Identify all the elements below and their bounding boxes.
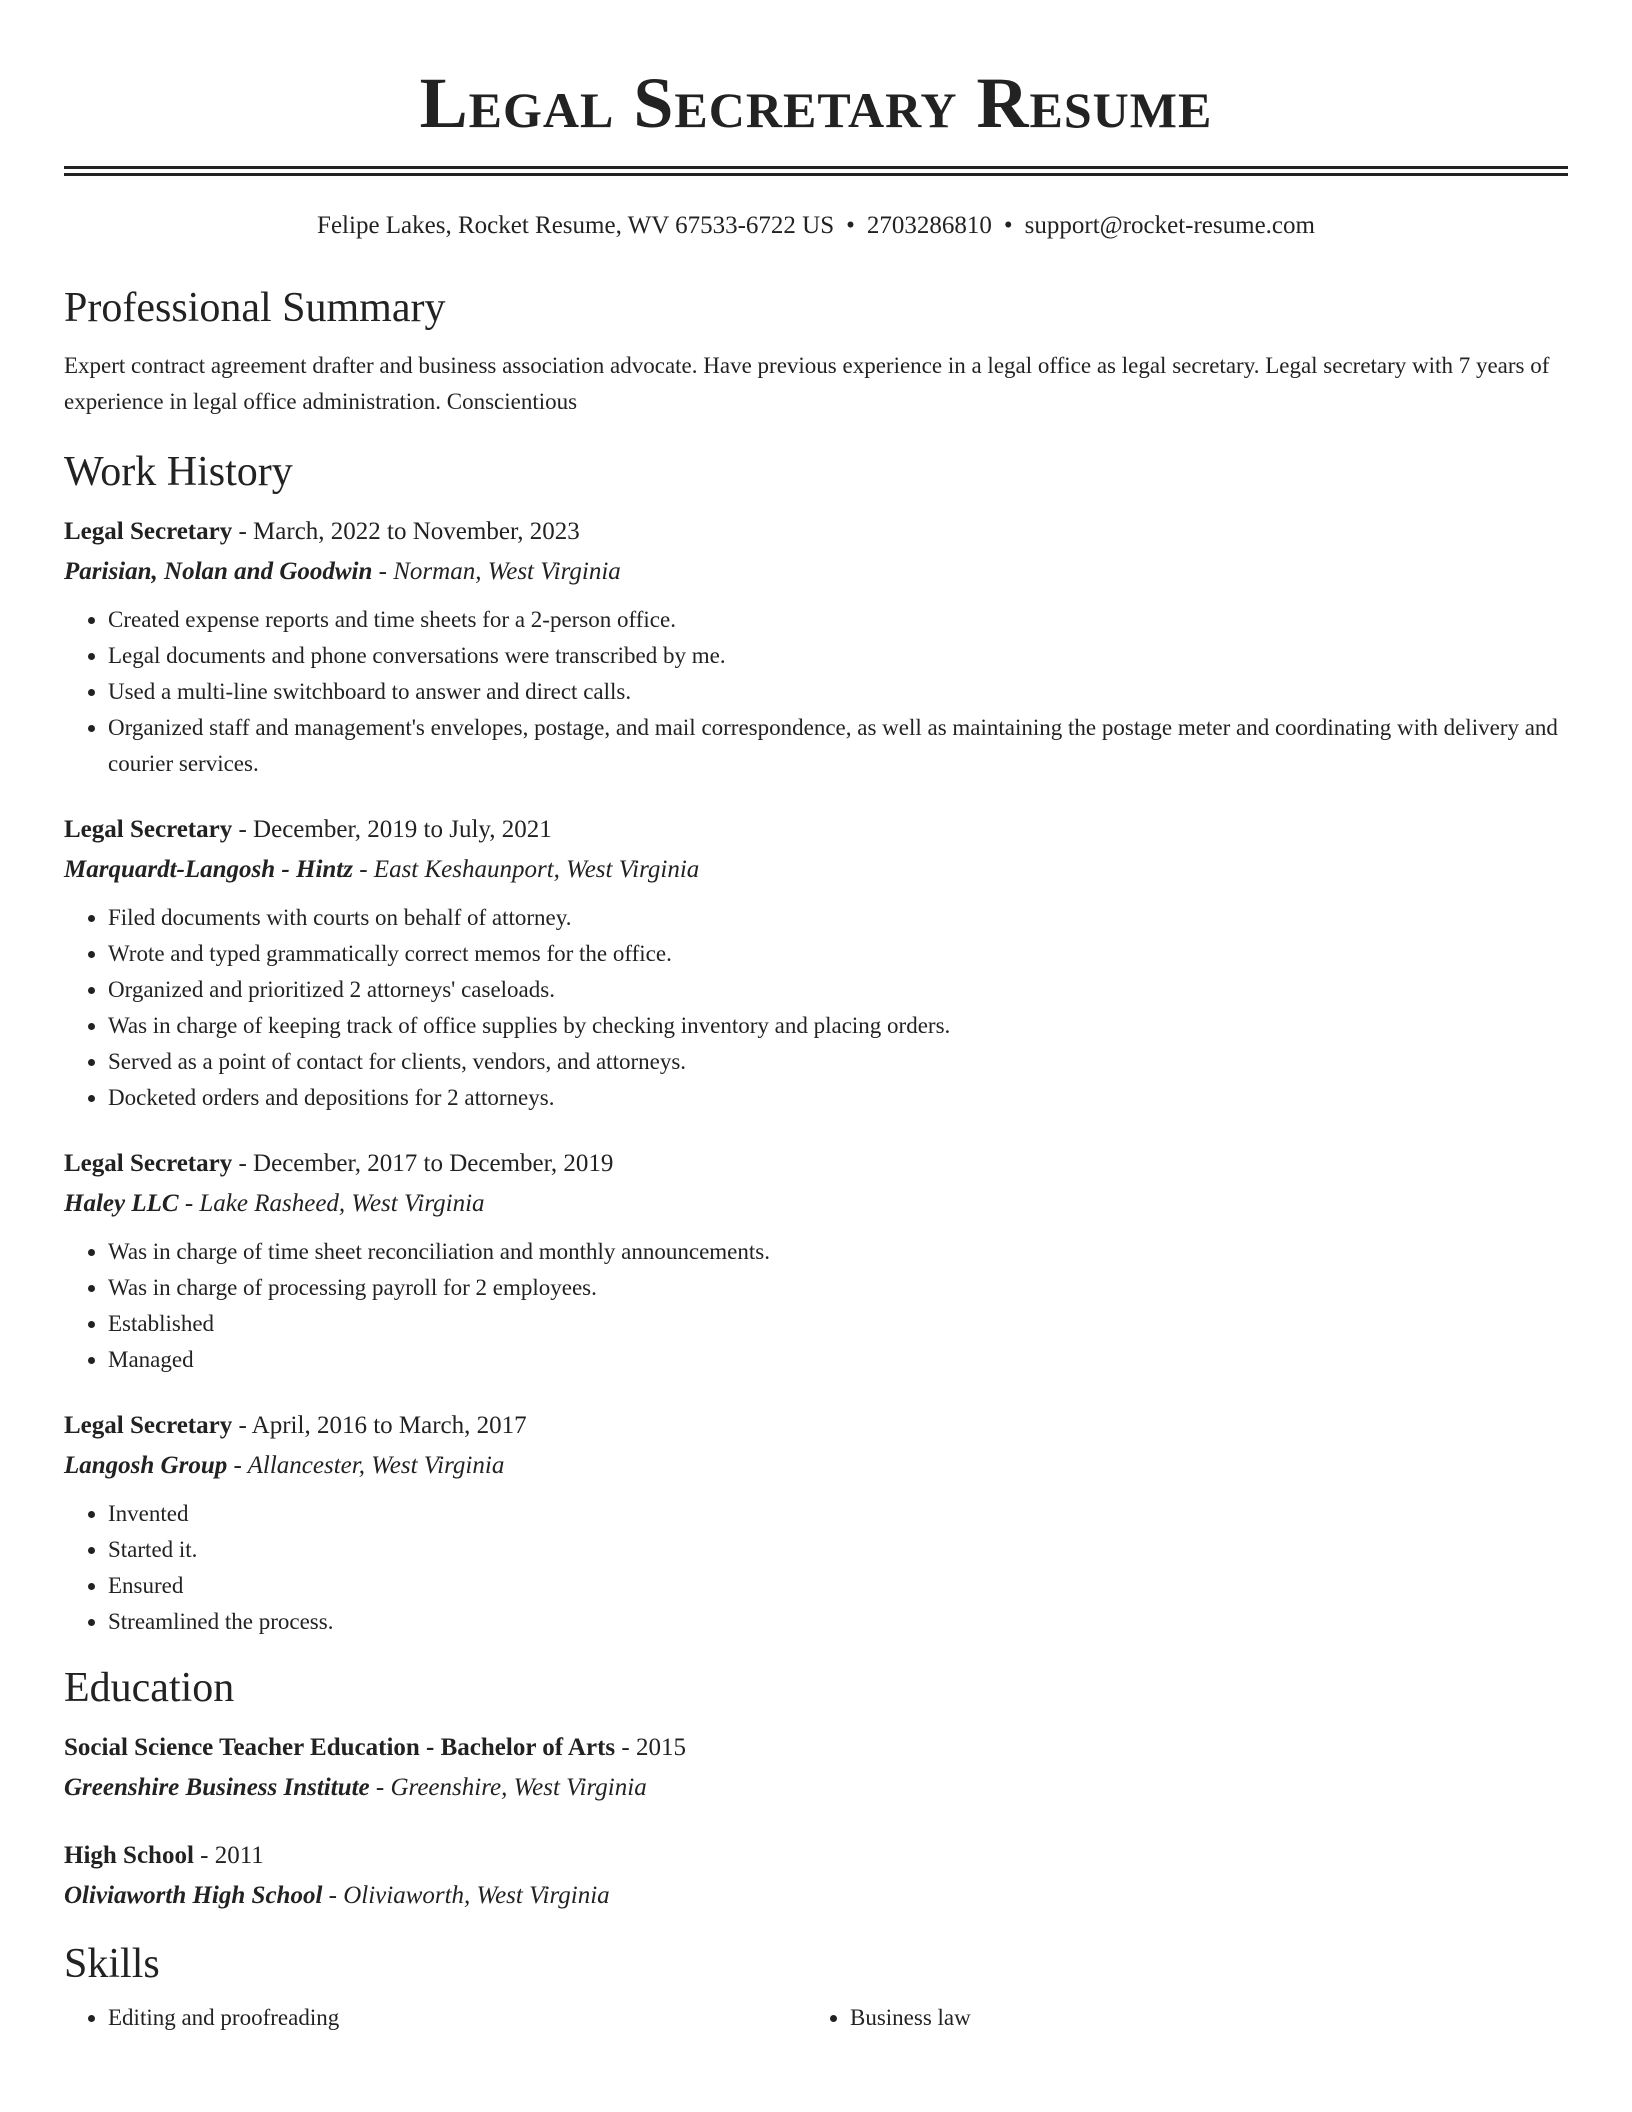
job-location: - Lake Rasheed, West Virginia <box>178 1190 485 1217</box>
job-company: Marquardt-Langosh - Hintz <box>64 856 353 883</box>
education-year: - 2015 <box>615 1734 686 1761</box>
job-dates: - March, 2022 to November, 2023 <box>232 518 580 545</box>
contact-line <box>64 210 1568 242</box>
education-degree: Social Science Teacher Education - Bachelor of Arts <box>64 1734 616 1761</box>
job-bullet: • Invented <box>108 1496 1568 1532</box>
skills-columns <box>64 2000 1568 2036</box>
education-school: Greenshire Business Institute <box>64 1774 370 1801</box>
education-entry <box>64 1836 1568 1916</box>
job-bullet: • Was in charge of keeping track of office supplies by checking inventory and placing orders. <box>108 1008 1568 1044</box>
job-bullet: • Legal documents and phone conversations were transcribed by me. <box>108 638 1568 674</box>
skills-column-left <box>64 2000 806 2036</box>
job-bullet: • Served as a point of contact for clients, vendors, and attorneys. <box>108 1044 1568 1080</box>
job-title: Legal Secretary <box>64 518 233 545</box>
job-title: Legal Secretary <box>64 1412 233 1439</box>
job-dates: - December, 2019 to July, 2021 <box>232 816 552 843</box>
job-company-line <box>64 850 1568 890</box>
education-location: - Oliviaworth, West Virginia <box>322 1882 610 1909</box>
job-title-line <box>64 810 1568 850</box>
job-bullet: • Established <box>108 1306 1568 1342</box>
job-bullet: • Was in charge of processing payroll for 2 employees. <box>108 1270 1568 1306</box>
resume-title: Legal Secretary Resume <box>419 63 1213 143</box>
job-bullet: • Wrote and typed grammatically correct memos for the office. <box>108 936 1568 972</box>
job-bullet: • Started it. <box>108 1532 1568 1568</box>
education-degree-line <box>64 1728 1568 1768</box>
job-entry <box>64 512 1568 782</box>
work-history-heading: Work History <box>64 449 293 495</box>
contact-address: Felipe Lakes, Rocket Resume, WV 67533-6722 US <box>317 212 835 239</box>
education-year: - 2011 <box>193 1842 264 1869</box>
skills-heading: Skills <box>64 1941 160 1987</box>
education-school-line <box>64 1876 1568 1916</box>
job-company-line <box>64 552 1568 592</box>
education-entry <box>64 1728 1568 1808</box>
education-heading: Education <box>64 1665 235 1711</box>
job-bullet: • Organized and prioritized 2 attorneys' caseloads. <box>108 972 1568 1008</box>
job-bullet: • Used a multi-line switchboard to answer and direct calls. <box>108 674 1568 710</box>
job-bullet: • Docketed orders and depositions for 2 attorneys. <box>108 1080 1568 1116</box>
job-company-line <box>64 1184 1568 1224</box>
job-dates: - December, 2017 to December, 2019 <box>232 1150 614 1177</box>
job-entry <box>64 810 1568 1116</box>
education-school: Oliviaworth High School <box>64 1882 323 1909</box>
job-title: Legal Secretary <box>64 1150 233 1177</box>
contact-separator: • <box>846 212 855 239</box>
education-location: - Greenshire, West Virginia <box>369 1774 647 1801</box>
job-company: Langosh Group <box>64 1452 228 1479</box>
job-bullet: • Was in charge of time sheet reconciliation and monthly announcements. <box>108 1234 1568 1270</box>
education-degree-line <box>64 1836 1568 1876</box>
skill-item: • Editing and proofreading <box>108 2000 806 2036</box>
resume-page <box>64 0 1568 2036</box>
job-title: Legal Secretary <box>64 816 233 843</box>
job-entry <box>64 1406 1568 1640</box>
education-school-line <box>64 1768 1568 1808</box>
job-bullets <box>64 900 1568 1116</box>
job-company: Haley LLC <box>64 1190 179 1217</box>
job-title-line <box>64 1406 1568 1446</box>
job-company-line <box>64 1446 1568 1486</box>
job-title-line <box>64 1144 1568 1184</box>
job-title-line <box>64 512 1568 552</box>
job-dates: - April, 2016 to March, 2017 <box>232 1412 527 1439</box>
skill-item: • Business law <box>850 2000 1548 2036</box>
summary-text: Expert contract agreement drafter and business association advocate. Have previous experience in a legal office as legal secretary. Legal secretary with 7 years of experience in legal office administration. Conscientious <box>64 353 1550 414</box>
job-bullet: • Managed <box>108 1342 1568 1378</box>
job-location: - Allancester, West Virginia <box>227 1452 505 1479</box>
job-bullets <box>64 1234 1568 1378</box>
contact-email: support@rocket-resume.com <box>1024 212 1315 239</box>
job-bullet: • Streamlined the process. <box>108 1604 1568 1640</box>
job-bullet: • Organized staff and management's envelopes, postage, and mail correspondence, as well as maintaining the postage meter and coordinating with delivery and courier services. <box>108 710 1568 782</box>
job-bullets <box>64 602 1568 782</box>
contact-separator: • <box>1003 212 1013 239</box>
job-bullets <box>64 1496 1568 1640</box>
job-bullet: • Filed documents with courts on behalf of attorney. <box>108 900 1568 936</box>
education-degree: High School <box>64 1842 194 1869</box>
job-location: - East Keshaunport, West Virginia <box>352 856 700 883</box>
title-double-rule <box>64 166 1568 176</box>
contact-phone: 2703286810 <box>866 212 992 239</box>
job-company: Parisian, Nolan and Goodwin <box>64 558 373 585</box>
summary-heading: Professional Summary <box>64 285 446 331</box>
job-bullet: • Ensured <box>108 1568 1568 1604</box>
job-bullet: • Created expense reports and time sheets for a 2-person office. <box>108 602 1568 638</box>
job-entry <box>64 1144 1568 1378</box>
skills-column-right <box>806 2000 1548 2036</box>
job-location: - Norman, West Virginia <box>372 558 621 585</box>
